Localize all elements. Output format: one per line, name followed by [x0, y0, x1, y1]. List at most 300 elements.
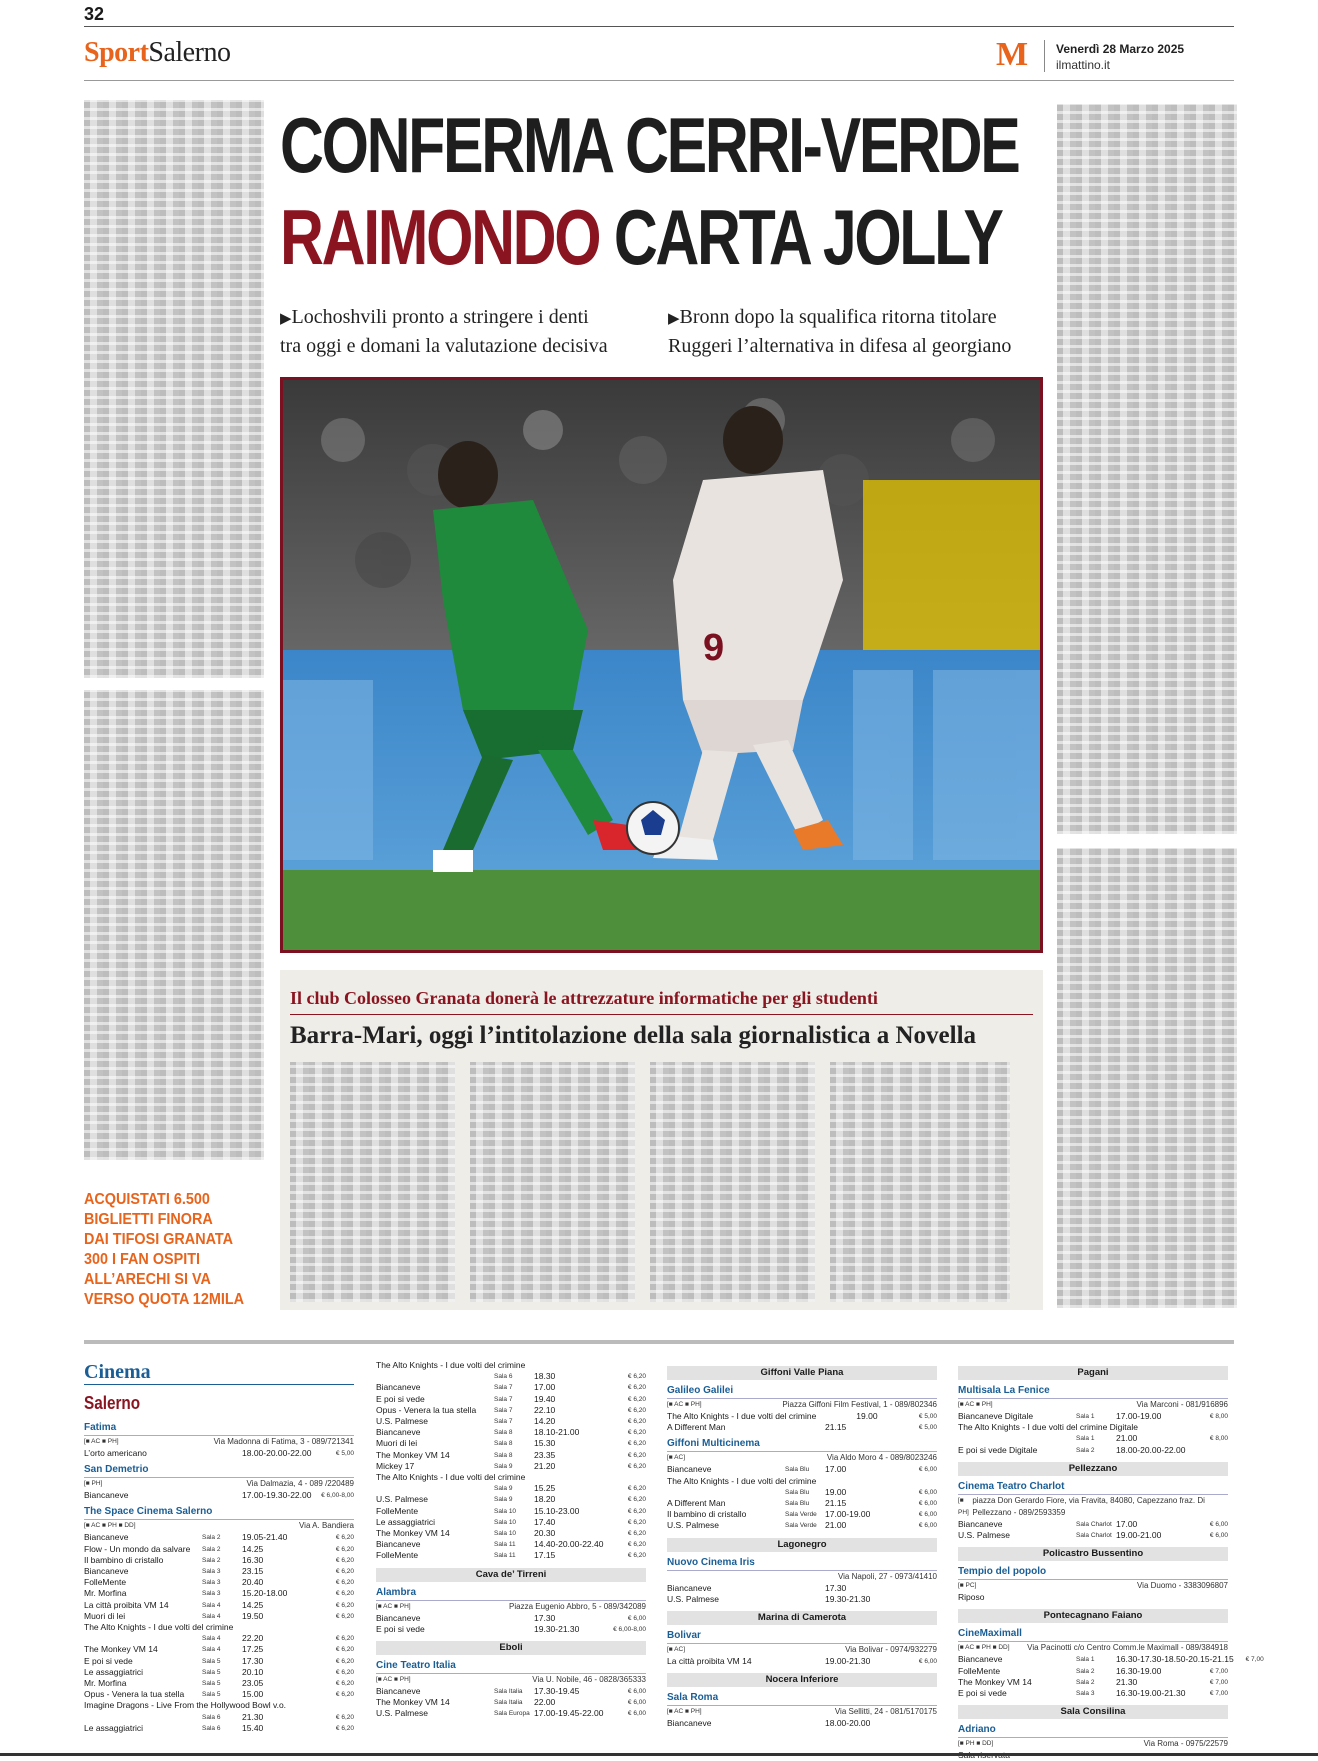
film-row	[84, 1588, 354, 1599]
venue-address: Via Roma - 0975/22579	[1143, 1739, 1228, 1749]
blurred-left-column-bottom	[84, 690, 264, 1160]
film-price	[907, 1594, 937, 1605]
town-header: Pagani	[958, 1366, 1228, 1380]
cinema-column-2	[376, 1360, 646, 1720]
film-row	[376, 1528, 646, 1539]
cinema-venue-info	[84, 1478, 354, 1490]
film-row	[667, 1656, 937, 1667]
film-price: € 6,20	[627, 1507, 646, 1515]
film-title: U.S. Palmese	[376, 1494, 428, 1505]
venue-tags: [■ AC ■ PH]	[958, 1401, 993, 1408]
film-row	[376, 1494, 646, 1505]
film-hall: Sala 10	[494, 1507, 517, 1515]
subhead-left-line-2: tra oggi e domani la valutazione decisiva	[280, 335, 608, 357]
film-title: Biancaneve	[376, 1382, 421, 1393]
film-hall: Sala Italia	[494, 1699, 523, 1707]
film-hall: Sala Charlot	[1076, 1532, 1112, 1540]
town-header: Marina di Camerota	[667, 1611, 937, 1625]
film-times: 18.00-20.00-22.00	[1116, 1444, 1186, 1455]
film-hall: Sala 8	[494, 1451, 513, 1459]
film-times: 15.25	[534, 1483, 556, 1494]
cinema-venue-info	[376, 1674, 646, 1686]
film-price: € 6,00	[627, 1614, 646, 1622]
film-times: 15.10-23.00	[534, 1505, 580, 1516]
venue-tags: [■ AC ■ PH]	[667, 1708, 702, 1716]
venue-address: Piazza Giffoni Film Festival, 1 - 089/802346	[782, 1400, 937, 1409]
cinema-venue-info	[376, 1601, 646, 1613]
film-hall: Sala 10	[494, 1530, 517, 1538]
film-price: € 6,20	[627, 1541, 646, 1549]
film-row	[376, 1550, 646, 1561]
film-times: 17.25	[242, 1644, 264, 1655]
film-row	[84, 1600, 354, 1611]
film-row	[667, 1411, 937, 1422]
film-hall: Sala 4	[202, 1635, 221, 1643]
film-row	[958, 1433, 1228, 1444]
film-times: 16.30-19.00	[1116, 1665, 1162, 1676]
film-hall	[1076, 1592, 1116, 1603]
film-price: € 6,20	[335, 1612, 354, 1620]
film-times: 17.00-19.00	[1116, 1411, 1162, 1421]
film-hall: Sala 6	[202, 1724, 221, 1732]
film-row	[958, 1688, 1228, 1699]
film-price: € 6,00	[918, 1522, 937, 1530]
film-times: 17.30-19.45	[534, 1686, 580, 1697]
triangle-bullet-icon: ▶	[668, 311, 680, 327]
film-title: L’orto americano	[84, 1448, 147, 1458]
film-title: Le assaggiatrici	[84, 1666, 144, 1677]
film-row	[667, 1422, 937, 1433]
blurred-article-col-3	[650, 1062, 815, 1302]
film-title: The Alto Knights - I due volti del crimine	[667, 1475, 817, 1486]
film-hall: Sala 2	[1076, 1446, 1095, 1454]
film-row	[667, 1583, 937, 1594]
side-quote-line: VERSO QUOTA 12MILA	[84, 1291, 245, 1308]
cinema-venue-info	[958, 1399, 1228, 1411]
subhead-right-line-1: Bronn dopo la squalifica ritorna titolare	[679, 306, 997, 328]
film-times: 17.30	[825, 1582, 847, 1593]
film-title: Le assaggiatrici	[376, 1516, 436, 1527]
film-times: 21.00	[825, 1520, 847, 1531]
film-hall: Sala 1	[1076, 1413, 1095, 1420]
subhead-left-line-1: Lochoshvili pronto a stringere i denti	[291, 306, 589, 328]
blurred-article-col-2	[470, 1062, 635, 1302]
headline-rest: CARTA JOLLY	[613, 193, 1002, 281]
film-title: U.S. Palmese	[667, 1593, 719, 1604]
film-price: € 6,20	[627, 1429, 646, 1437]
film-row	[376, 1613, 646, 1624]
film-times: 17.00	[825, 1464, 847, 1475]
film-title	[958, 1433, 1076, 1444]
film-price: € 6,00-8,00	[613, 1625, 646, 1633]
kicker-rule	[290, 1014, 1033, 1015]
film-title: The Monkey VM 14	[958, 1676, 1032, 1687]
blurred-article-col-4	[830, 1062, 1010, 1302]
film-row	[376, 1416, 646, 1427]
film-times: 15.00	[242, 1689, 264, 1700]
film-hall: Sala 2	[1076, 1678, 1095, 1686]
film-price: € 8,00	[1209, 1435, 1228, 1443]
film-price: € 6,00-8,00	[321, 1492, 354, 1500]
headline-highlight: RAIMONDO	[280, 193, 600, 281]
site-url: ilmattino.it	[1056, 58, 1111, 72]
venue-address: Via Pacinotti c/o Centro Comm.le Maximall - 089/384918	[1027, 1643, 1228, 1653]
film-title: Flow - Un mondo da salvare	[84, 1543, 191, 1554]
film-title: A Different Man	[667, 1422, 726, 1433]
film-hall: Sala 10	[494, 1518, 517, 1526]
film-row	[376, 1450, 646, 1461]
film-price: € 6,20	[335, 1568, 354, 1576]
film-times: 17.30	[242, 1655, 264, 1666]
film-row	[84, 1566, 354, 1577]
film-title: Muori di lei	[84, 1610, 126, 1621]
film-times: 17.00-19.00	[825, 1509, 871, 1520]
film-row	[84, 1656, 354, 1667]
venue-address: piazza Don Gerardo Fiore, via Fravita, 84080, Capezzano fraz. Di Pellezzano - 089/2593359	[972, 1495, 1205, 1517]
film-times: 21.30	[242, 1711, 264, 1722]
film-times: 22.10	[534, 1404, 556, 1415]
film-price: € 7,00	[1245, 1656, 1264, 1664]
film-title	[376, 1371, 494, 1382]
film-hall	[494, 1613, 534, 1624]
film-times: 15.40	[242, 1722, 264, 1733]
venue-tags: [■ AC ■ PH]	[376, 1602, 411, 1610]
film-hall: Sala 3	[202, 1568, 221, 1576]
film-price: € 6,00	[627, 1688, 646, 1696]
cinema-venue-name: Cinema Teatro Charlot	[958, 1480, 1228, 1495]
football-match-photo	[280, 377, 1043, 953]
film-price: € 6,20	[627, 1395, 646, 1403]
film-hall: Sala 1	[1076, 1656, 1095, 1664]
film-title: The Monkey VM 14	[84, 1644, 158, 1655]
cinema-venue-name: San Demetrio	[84, 1463, 354, 1478]
brand-city: Salerno	[148, 37, 231, 68]
film-row	[376, 1708, 646, 1719]
film-title: A Different Man	[667, 1498, 726, 1509]
film-row	[667, 1498, 937, 1509]
cinema-venue-name: Cine Teatro Italia	[376, 1659, 646, 1674]
film-row	[376, 1686, 646, 1697]
venue-address: Via Bolivar - 0974/932279	[845, 1645, 937, 1655]
film-times: 19.30-21.30	[534, 1623, 580, 1634]
film-title: Opus - Venera la tua stella	[376, 1404, 477, 1415]
film-title: Il bambino di cristallo	[84, 1554, 164, 1565]
film-hall: Sala 2	[202, 1545, 221, 1553]
film-hall: Sala 3	[1076, 1690, 1095, 1698]
film-title: Biancaneve	[376, 1686, 421, 1697]
cinema-venue-name: Giffoni Multicinema	[667, 1437, 937, 1452]
film-hall	[785, 1594, 825, 1605]
film-row	[958, 1422, 1228, 1433]
cinema-venue-name: Bolivar	[667, 1629, 937, 1644]
town-header: Giffoni Valle Piana	[667, 1366, 937, 1380]
film-row	[376, 1624, 646, 1635]
film-times: 14.25	[242, 1543, 264, 1554]
film-hall: Sala Blu	[785, 1488, 810, 1496]
film-price	[1198, 1592, 1228, 1603]
film-price: € 6,20	[335, 1635, 354, 1643]
film-row	[958, 1411, 1228, 1422]
page-number: 32	[84, 4, 105, 24]
cinema-venue-info	[667, 1706, 937, 1718]
film-row	[84, 1448, 354, 1459]
venue-tags: [■ AC]	[667, 1646, 686, 1654]
film-price: € 7,00	[1209, 1667, 1228, 1675]
film-price: € 8,00	[1209, 1413, 1228, 1420]
film-times: 18.20	[534, 1494, 556, 1505]
football-match-photo-icon	[283, 380, 1040, 950]
cinema-venue-name: Alambra	[376, 1586, 646, 1601]
side-quote-line: 300 I FAN OSPITI	[84, 1251, 201, 1268]
subhead-left	[280, 304, 608, 360]
venue-address: Via Dalmazia, 4 - 089 /220489	[246, 1479, 354, 1489]
film-hall	[785, 1422, 825, 1433]
film-title: The Monkey VM 14	[376, 1697, 450, 1708]
film-row	[84, 1622, 354, 1633]
town-header: Pontecagnano Faiano	[958, 1609, 1228, 1623]
film-hall	[785, 1718, 825, 1729]
film-row	[958, 1445, 1228, 1456]
film-row	[84, 1667, 354, 1678]
film-price: € 6,20	[335, 1713, 354, 1721]
film-price: € 6,20	[335, 1534, 354, 1542]
film-row	[376, 1360, 646, 1371]
film-times: 17.40	[534, 1516, 556, 1527]
film-hall: Sala 5	[202, 1680, 221, 1688]
film-title: Mr. Morfina	[84, 1678, 127, 1689]
film-row	[84, 1611, 354, 1622]
venue-address: Via A. Bandiera	[298, 1521, 354, 1531]
film-price: € 6,00	[627, 1699, 646, 1707]
film-times: 16.30	[242, 1554, 264, 1565]
side-quote-line: DAI TIFOSI GRANATA	[84, 1231, 234, 1248]
film-row	[958, 1592, 1228, 1603]
film-price: € 6,20	[335, 1691, 354, 1699]
cinema-column-3	[667, 1360, 937, 1729]
film-title	[84, 1712, 202, 1723]
film-title: Biancaneve	[376, 1612, 421, 1623]
venue-address: Via Duomo - 3383096807	[1136, 1581, 1228, 1591]
side-quote-line: ACQUISTATI 6.500	[84, 1191, 210, 1208]
film-title: Riposo	[958, 1592, 985, 1603]
film-price: € 6,20	[627, 1552, 646, 1560]
film-title: Sala riservata	[958, 1750, 1010, 1761]
film-row	[84, 1644, 354, 1655]
venue-tags: [■ PH]	[84, 1480, 103, 1488]
film-hall: Sala 3	[202, 1590, 221, 1598]
film-row	[667, 1476, 937, 1487]
film-price	[1198, 1445, 1228, 1456]
film-title: E poi si vede Digitale	[958, 1444, 1038, 1455]
cinema-venue-info	[84, 1520, 354, 1532]
film-row	[376, 1506, 646, 1517]
film-row	[667, 1520, 937, 1531]
film-title: U.S. Palmese	[376, 1416, 428, 1427]
film-price: € 6,20	[627, 1530, 646, 1538]
brand-sport: Sport	[84, 37, 149, 68]
film-times: 17.00-19.30-22.00	[242, 1490, 312, 1501]
film-times: 18.00-20.00	[825, 1718, 871, 1729]
film-hall: Sala 7	[494, 1406, 513, 1414]
cinema-venue-info	[958, 1495, 1228, 1519]
town-header: Pellezzano	[958, 1462, 1228, 1476]
film-hall	[494, 1624, 534, 1635]
film-row	[84, 1490, 354, 1501]
side-quote-line: ALL’ARECHI SI VA	[84, 1271, 211, 1288]
venue-tags: [■ PH ■ DD]	[958, 1740, 994, 1748]
film-times: 20.40	[242, 1577, 264, 1588]
cinema-venue-info	[667, 1644, 937, 1656]
cinema-venue-name: Tempio del popolo	[958, 1565, 1228, 1580]
film-title: Biancaneve	[84, 1532, 129, 1543]
side-quote	[84, 1190, 254, 1310]
film-title: Biancaneve Digitale	[958, 1411, 1034, 1421]
film-title: The Alto Knights - I due volti del crimine	[376, 1472, 526, 1483]
venue-tags: [■ PH]	[958, 1496, 969, 1516]
cinema-city-title: Salerno	[84, 1393, 141, 1413]
film-times: 18.30	[534, 1371, 556, 1382]
film-times: 19.00	[825, 1486, 847, 1497]
film-row	[667, 1487, 937, 1498]
film-price: € 6,20	[335, 1680, 354, 1688]
film-row	[376, 1517, 646, 1528]
film-hall: Sala 3	[202, 1579, 221, 1587]
film-title: Il bambino di cristallo	[667, 1509, 747, 1520]
film-times: 19.30-21.30	[825, 1593, 871, 1604]
cinema-venue-name: Sala Roma	[667, 1691, 937, 1706]
film-price: € 6,20	[335, 1556, 354, 1564]
cinema-venue-info	[958, 1642, 1228, 1654]
film-row	[667, 1464, 937, 1475]
blurred-article-col-1	[290, 1062, 455, 1302]
film-row	[84, 1678, 354, 1689]
subhead-right	[668, 304, 1011, 360]
cinema-venue-info	[667, 1452, 937, 1464]
film-title: Mickey 17	[376, 1460, 415, 1471]
headline-line-2	[280, 193, 1002, 281]
film-price: € 6,00	[918, 1500, 937, 1508]
film-hall	[785, 1656, 825, 1667]
film-row	[958, 1666, 1228, 1677]
film-hall: Sala 11	[494, 1552, 516, 1560]
venue-tags: [■ AC ■ PH]	[84, 1438, 119, 1445]
blurred-left-column-top	[84, 100, 264, 678]
film-title: FolleMente	[376, 1550, 419, 1561]
film-times: 14.20	[534, 1416, 556, 1427]
film-hall: Sala 6	[202, 1713, 221, 1721]
film-times: 23.05	[242, 1678, 264, 1689]
film-hall: Sala 6	[494, 1373, 513, 1381]
film-times: 23.15	[242, 1566, 264, 1577]
venue-address: Via Sellitti, 24 - 081/5170175	[834, 1707, 937, 1717]
film-title: FolleMente	[958, 1665, 1001, 1676]
film-row	[84, 1712, 354, 1723]
film-price: € 6,20	[627, 1462, 646, 1470]
film-row	[958, 1654, 1264, 1665]
town-header: Sala Consilina	[958, 1705, 1228, 1719]
cinema-venue-info	[667, 1399, 937, 1411]
film-hall	[785, 1583, 825, 1594]
film-price: € 6,20	[627, 1384, 646, 1392]
film-row	[667, 1509, 937, 1520]
film-hall: Sala 8	[494, 1429, 513, 1437]
venue-address: Via Marconi - 081/916896	[1136, 1400, 1228, 1409]
blurred-right-column-bottom	[1057, 848, 1237, 1308]
film-times: 15.20-18.00	[242, 1588, 288, 1599]
venue-tags: [■ AC ■ PH]	[376, 1676, 411, 1684]
mattino-logo-icon: M	[996, 36, 1029, 73]
film-hall: Sala Europa	[494, 1710, 530, 1718]
film-price: € 6,20	[335, 1545, 354, 1553]
film-times: 21.00	[1116, 1433, 1138, 1444]
cinema-venue-info	[958, 1580, 1228, 1592]
film-title: Biancaneve	[958, 1518, 1003, 1529]
film-hall: Sala 7	[494, 1395, 513, 1403]
film-row	[84, 1700, 354, 1711]
cinema-section-rule	[84, 1340, 1234, 1344]
svg-text:9: 9	[703, 627, 725, 669]
film-title: E poi si vede	[958, 1688, 1007, 1699]
film-price	[907, 1583, 937, 1594]
town-header: Eboli	[376, 1641, 646, 1655]
film-title: E poi si vede	[84, 1655, 133, 1666]
film-row	[376, 1483, 646, 1494]
film-price: € 6,20	[627, 1418, 646, 1426]
film-row	[376, 1405, 646, 1416]
film-times: 17.30	[534, 1612, 556, 1623]
venue-address: Via Napoli, 27 - 0973/41410	[837, 1571, 937, 1581]
film-title: The Monkey VM 14	[376, 1528, 450, 1539]
film-times: 14.25	[242, 1599, 264, 1610]
film-price: € 6,20	[627, 1518, 646, 1526]
venue-tags: [■ AC ■ PH ■ DD]	[958, 1644, 1010, 1652]
film-title: U.S. Palmese	[376, 1708, 428, 1719]
film-price: € 6,00	[918, 1466, 937, 1474]
film-times: 21.15	[825, 1498, 847, 1509]
film-times: 19.00-21.30	[825, 1656, 871, 1667]
film-times: 19.00	[856, 1411, 878, 1421]
town-header: Nocera Inferiore	[667, 1673, 937, 1687]
film-times: 17.00	[1116, 1518, 1138, 1529]
film-price: € 6,00	[918, 1658, 937, 1666]
film-title: Biancaneve	[376, 1539, 421, 1550]
film-times: 17.15	[534, 1550, 556, 1561]
town-header: Policastro Bussentino	[958, 1547, 1228, 1561]
film-hall: Sala 11	[494, 1541, 516, 1549]
film-title: The Alto Knights - I due volti del crimine	[376, 1360, 526, 1370]
film-price: € 6,00	[1209, 1520, 1228, 1528]
film-hall: Sala 5	[202, 1691, 221, 1699]
film-price: € 6,20	[335, 1590, 354, 1598]
film-row	[376, 1472, 646, 1483]
venue-address: Piazza Eugenio Abbro, 5 - 089/342089	[509, 1601, 646, 1611]
film-times: 16.30-19.00-21.30	[1116, 1688, 1186, 1699]
side-quote-line: BIGLIETTI FINORA	[84, 1211, 213, 1228]
film-times: 22.20	[242, 1633, 264, 1644]
cinema-venue-info	[667, 1571, 937, 1583]
header-separator	[1044, 40, 1045, 72]
film-times: 23.35	[534, 1449, 556, 1460]
film-title: Biancaneve	[667, 1464, 712, 1475]
film-price	[907, 1718, 937, 1729]
header-rule	[84, 80, 1234, 81]
film-times: 15.30	[534, 1438, 556, 1449]
film-title: FolleMente	[376, 1505, 419, 1516]
cinema-venue-info	[84, 1436, 354, 1448]
film-price: € 6,20	[335, 1724, 354, 1732]
film-row	[376, 1461, 646, 1472]
cinema-venue-name: Adriano	[958, 1723, 1228, 1738]
